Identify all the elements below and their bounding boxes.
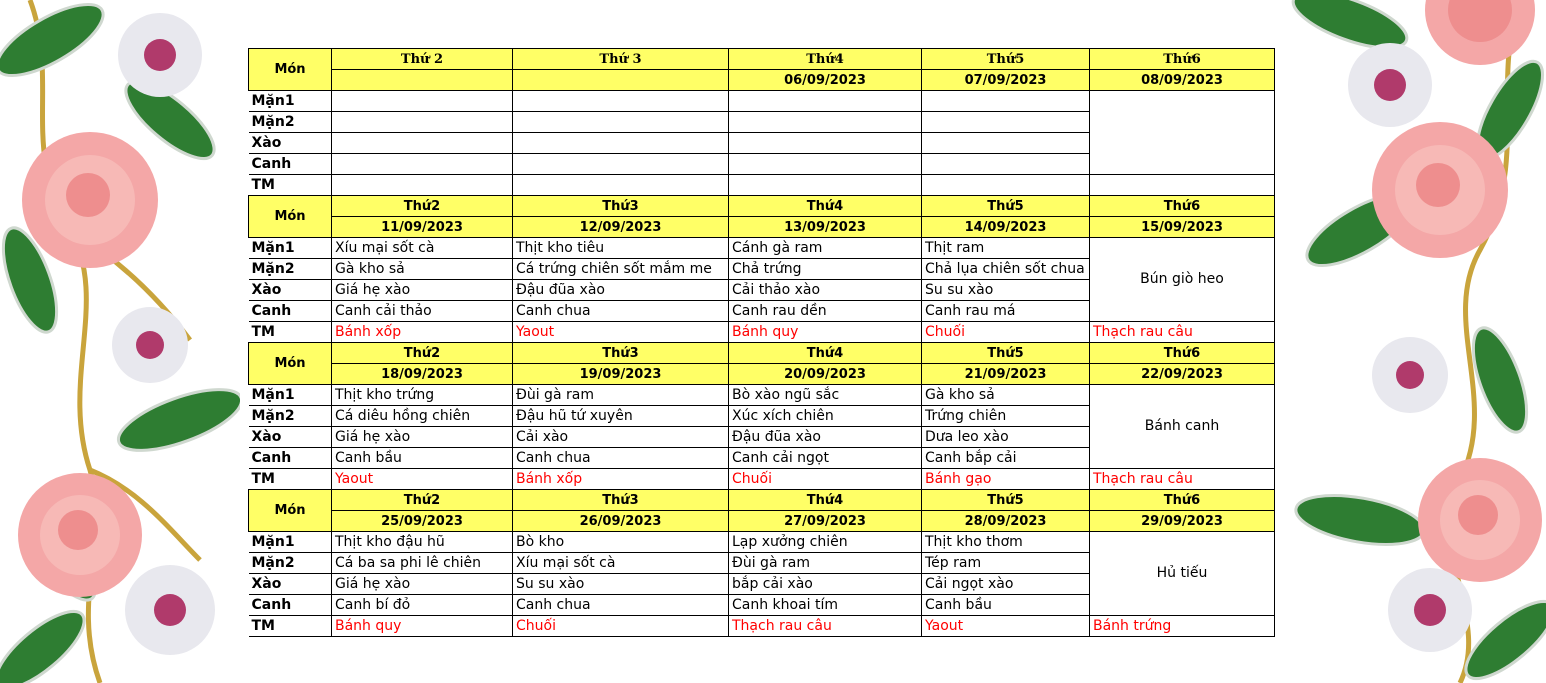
- week-header-row: [249, 196, 1275, 217]
- dessert-cell: Bánh xốp: [332, 322, 513, 343]
- day-name-cell: Thứ 3: [513, 49, 729, 70]
- day-date-cell: 14/09/2023: [922, 217, 1090, 238]
- menu-table-body: [249, 49, 1275, 637]
- dish-cell: Bò kho: [513, 532, 729, 553]
- lunch-menu-table: [248, 48, 1275, 637]
- dish-cell: [922, 112, 1090, 133]
- dish-cell: Canh bầu: [922, 595, 1090, 616]
- day-date-cell: 15/09/2023: [1090, 217, 1275, 238]
- day-name-cell: Thứ6: [1090, 343, 1275, 364]
- dish-cell: [729, 133, 922, 154]
- dessert-cell: Thạch rau câu: [1090, 469, 1275, 490]
- day-date-cell: 25/09/2023: [332, 511, 513, 532]
- week-date-row: [249, 511, 1275, 532]
- mon-header-cell: Món: [249, 49, 332, 91]
- day-name-cell: Thứ2: [332, 490, 513, 511]
- dessert-label: TM: [249, 469, 332, 490]
- dish-type-label: Xào: [249, 280, 332, 301]
- dish-type-label: Xào: [249, 574, 332, 595]
- dish-type-label: Canh: [249, 301, 332, 322]
- dish-cell: [332, 154, 513, 175]
- dish-cell: Đùi gà ram: [513, 385, 729, 406]
- day-name-cell: Thứ2: [332, 343, 513, 364]
- day-date-cell: 20/09/2023: [729, 364, 922, 385]
- day-date-cell: 27/09/2023: [729, 511, 922, 532]
- day-date-cell: 06/09/2023: [729, 70, 922, 91]
- dish-row: [249, 238, 1275, 259]
- dish-cell: Gà kho sả: [922, 385, 1090, 406]
- day-date-cell: 21/09/2023: [922, 364, 1090, 385]
- day-date-cell: 19/09/2023: [513, 364, 729, 385]
- week-date-row: [249, 70, 1275, 91]
- week-date-row: [249, 217, 1275, 238]
- dessert-label: TM: [249, 322, 332, 343]
- day-name-cell: Thứ6: [1090, 49, 1275, 70]
- dessert-cell: Yaout: [513, 322, 729, 343]
- day-name-cell: Thứ5: [922, 490, 1090, 511]
- dish-cell: Canh bắp cải: [922, 448, 1090, 469]
- dish-cell: Đùi gà ram: [729, 553, 922, 574]
- dish-cell: Tép ram: [922, 553, 1090, 574]
- dessert-cell: Thạch rau câu: [1090, 322, 1275, 343]
- dish-type-label: Mặn2: [249, 112, 332, 133]
- dish-cell: [332, 91, 513, 112]
- dish-cell: Dưa leo xào: [922, 427, 1090, 448]
- dish-cell: Xíu mại sốt cà: [332, 238, 513, 259]
- mon-header-cell: Món: [249, 196, 332, 238]
- dish-cell: [513, 133, 729, 154]
- dish-type-label: Mặn1: [249, 238, 332, 259]
- day-name-cell: Thứ4: [729, 49, 922, 70]
- dish-cell: Lạp xưởng chiên: [729, 532, 922, 553]
- day-name-cell: Thứ3: [513, 196, 729, 217]
- dish-cell: Canh rau dền: [729, 301, 922, 322]
- dessert-cell: Bánh trứng: [1090, 616, 1275, 637]
- day-name-cell: Thứ5: [922, 49, 1090, 70]
- dish-cell: Giá hẹ xào: [332, 280, 513, 301]
- dish-cell: Giá hẹ xào: [332, 574, 513, 595]
- dish-cell: [922, 154, 1090, 175]
- dish-cell: [922, 91, 1090, 112]
- day-date-cell: 18/09/2023: [332, 364, 513, 385]
- dish-cell: Canh khoai tím: [729, 595, 922, 616]
- dish-cell: Cải ngọt xào: [922, 574, 1090, 595]
- day-date-cell: 12/09/2023: [513, 217, 729, 238]
- dish-type-label: Canh: [249, 154, 332, 175]
- dessert-cell: Bánh xốp: [513, 469, 729, 490]
- dish-cell: Xúc xích chiên: [729, 406, 922, 427]
- dish-type-label: Mặn2: [249, 259, 332, 280]
- dish-type-label: Mặn2: [249, 553, 332, 574]
- day-date-cell: [332, 70, 513, 91]
- dessert-row: [249, 322, 1275, 343]
- day-name-cell: Thứ3: [513, 490, 729, 511]
- dessert-label: TM: [249, 175, 332, 196]
- dessert-cell: [513, 175, 729, 196]
- day-name-cell: Thứ2: [332, 196, 513, 217]
- dish-cell: Chả trứng: [729, 259, 922, 280]
- dessert-cell: Yaout: [332, 469, 513, 490]
- day-name-cell: Thứ4: [729, 343, 922, 364]
- dish-cell: Đậu đũa xào: [729, 427, 922, 448]
- dessert-cell: [729, 175, 922, 196]
- friday-dish-cell: Bánh canh: [1090, 385, 1275, 469]
- dish-type-label: Xào: [249, 133, 332, 154]
- day-name-cell: Thứ5: [922, 343, 1090, 364]
- mon-header-cell: Món: [249, 343, 332, 385]
- mon-header-cell: Món: [249, 490, 332, 532]
- dish-cell: Cải xào: [513, 427, 729, 448]
- day-date-cell: 22/09/2023: [1090, 364, 1275, 385]
- dish-row: [249, 91, 1275, 112]
- dessert-cell: Bánh quy: [729, 322, 922, 343]
- dish-type-label: Canh: [249, 448, 332, 469]
- dish-type-label: Canh: [249, 595, 332, 616]
- dish-type-label: Mặn1: [249, 385, 332, 406]
- week-header-row: [249, 343, 1275, 364]
- dish-type-label: Mặn2: [249, 406, 332, 427]
- dessert-cell: Yaout: [922, 616, 1090, 637]
- dish-cell: [332, 133, 513, 154]
- dish-cell: Cá trứng chiên sốt mắm me: [513, 259, 729, 280]
- dessert-cell: Thạch rau câu: [729, 616, 922, 637]
- day-date-cell: 13/09/2023: [729, 217, 922, 238]
- dish-cell: [513, 91, 729, 112]
- dessert-cell: Bánh gạo: [922, 469, 1090, 490]
- dessert-cell: [922, 175, 1090, 196]
- dish-cell: Canh bí đỏ: [332, 595, 513, 616]
- dessert-cell: Chuối: [922, 322, 1090, 343]
- floral-border-left: [0, 0, 240, 683]
- dish-cell: Canh bầu: [332, 448, 513, 469]
- dish-cell: Bò xào ngũ sắc: [729, 385, 922, 406]
- day-name-cell: Thứ5: [922, 196, 1090, 217]
- day-name-cell: Thứ4: [729, 490, 922, 511]
- floral-border-right: [1290, 0, 1546, 683]
- dish-type-label: Xào: [249, 427, 332, 448]
- dish-cell: Xíu mại sốt cà: [513, 553, 729, 574]
- dish-cell: Canh chua: [513, 595, 729, 616]
- dish-row: [249, 385, 1275, 406]
- dish-cell: Su su xào: [922, 280, 1090, 301]
- dessert-cell: [1090, 175, 1275, 196]
- dish-cell: Cá diêu hồng chiên: [332, 406, 513, 427]
- day-date-cell: 11/09/2023: [332, 217, 513, 238]
- dish-cell: Thịt kho đậu hũ: [332, 532, 513, 553]
- dish-cell: Cánh gà ram: [729, 238, 922, 259]
- day-name-cell: Thứ6: [1090, 490, 1275, 511]
- dessert-label: TM: [249, 616, 332, 637]
- week-header-row: [249, 49, 1275, 70]
- friday-dish-cell: Hủ tiếu: [1090, 532, 1275, 616]
- week-date-row: [249, 364, 1275, 385]
- dish-cell: [729, 112, 922, 133]
- dish-cell: Thịt kho tiêu: [513, 238, 729, 259]
- dish-cell: Giá hẹ xào: [332, 427, 513, 448]
- day-date-cell: [513, 70, 729, 91]
- dish-cell: [513, 112, 729, 133]
- dish-cell: [729, 91, 922, 112]
- dish-cell: Đậu đũa xào: [513, 280, 729, 301]
- dessert-cell: Chuối: [513, 616, 729, 637]
- friday-dish-cell: Bún giò heo: [1090, 238, 1275, 322]
- week-header-row: [249, 490, 1275, 511]
- dessert-row: [249, 175, 1275, 196]
- dish-cell: Cải thảo xào: [729, 280, 922, 301]
- dish-cell: Cá ba sa phi lê chiên: [332, 553, 513, 574]
- day-name-cell: Thứ3: [513, 343, 729, 364]
- dish-cell: Gà kho sả: [332, 259, 513, 280]
- dessert-row: [249, 616, 1275, 637]
- dish-cell: Canh cải ngọt: [729, 448, 922, 469]
- dish-cell: Trứng chiên: [922, 406, 1090, 427]
- dish-cell: bắp cải xào: [729, 574, 922, 595]
- dish-cell: [332, 112, 513, 133]
- dish-cell: Đậu hũ tứ xuyên: [513, 406, 729, 427]
- day-name-cell: Thứ 2: [332, 49, 513, 70]
- dish-cell: Canh chua: [513, 301, 729, 322]
- dish-cell: Canh rau má: [922, 301, 1090, 322]
- day-date-cell: 07/09/2023: [922, 70, 1090, 91]
- dish-type-label: Mặn1: [249, 532, 332, 553]
- dessert-cell: [332, 175, 513, 196]
- dessert-cell: Bánh quy: [332, 616, 513, 637]
- day-date-cell: 26/09/2023: [513, 511, 729, 532]
- friday-dish-cell: [1090, 91, 1275, 175]
- dish-cell: Thịt ram: [922, 238, 1090, 259]
- dish-cell: Canh cải thảo: [332, 301, 513, 322]
- dish-type-label: Mặn1: [249, 91, 332, 112]
- dessert-cell: Chuối: [729, 469, 922, 490]
- day-date-cell: 29/09/2023: [1090, 511, 1275, 532]
- dish-cell: Chả lụa chiên sốt chua: [922, 259, 1090, 280]
- dish-row: [249, 532, 1275, 553]
- dish-cell: Thịt kho trứng: [332, 385, 513, 406]
- dessert-row: [249, 469, 1275, 490]
- day-name-cell: Thứ6: [1090, 196, 1275, 217]
- dish-cell: [729, 154, 922, 175]
- dish-cell: Su su xào: [513, 574, 729, 595]
- dish-cell: [513, 154, 729, 175]
- dish-cell: Canh chua: [513, 448, 729, 469]
- day-date-cell: 28/09/2023: [922, 511, 1090, 532]
- dish-cell: [922, 133, 1090, 154]
- dish-cell: Thịt kho thơm: [922, 532, 1090, 553]
- day-name-cell: Thứ4: [729, 196, 922, 217]
- day-date-cell: 08/09/2023: [1090, 70, 1275, 91]
